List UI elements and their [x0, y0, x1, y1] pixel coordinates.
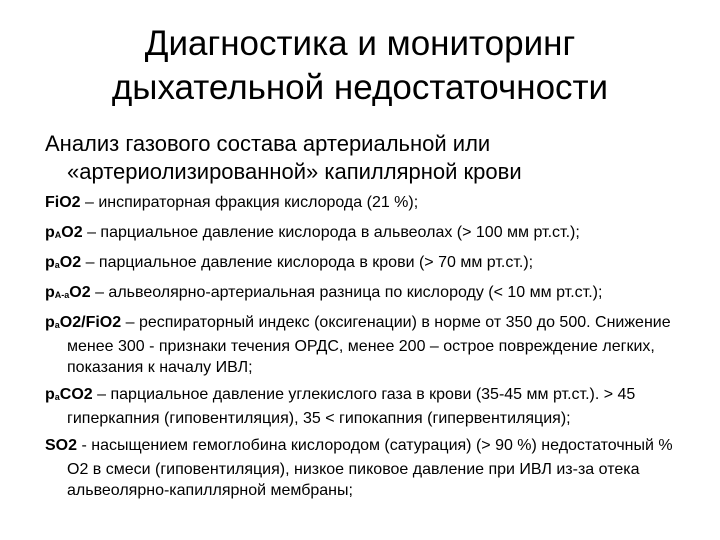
term-label: $p_aO2/FiO2$: [45, 314, 122, 331]
term-description: – респираторный индекс (оксигенации) в норме от 350 до 500. Снижение менее 300 - признаки течения ОРДС, менее 200 – острое повреждение легких, показания к началу ИВЛ;: [67, 314, 671, 376]
list-item-pao2-alveolar: [45, 222, 695, 246]
term-label: $p_aO2$: [45, 254, 82, 271]
term-label: $p_aCO2$: [45, 386, 93, 403]
list-item-pao2-arterial: [45, 252, 695, 276]
term-description: – парциальное давление кислорода в альвеолах (> 100 мм рт.ст.);: [82, 224, 580, 241]
list-item-pao2-fio2: [45, 312, 695, 378]
term-label: $p_AO2$: [45, 224, 83, 241]
term-label: FiO2: [45, 194, 81, 211]
intro-line-1: Анализ газового состава артериальной или: [45, 131, 491, 156]
list-item-so2: [45, 435, 695, 501]
term-description: – альвеолярно-артериальная разница по кислороду (< 10 мм рт.ст.);: [90, 284, 603, 301]
list-item-fio2: [45, 192, 695, 216]
term-description: - насыщением гемоглобина кислородом (сатурация) (> 90 %) недостаточный % О2 в смеси (гиповентиляция), низкое пиковое давление при ИВЛ из-за отека альвеолярно-капиллярной мембраны;: [67, 437, 673, 499]
slide-title-line-1: Диагностика и мониторинг: [144, 24, 576, 63]
term-description: – парциальное давление углекислого газа в крови (35-45 мм рт.ст.). > 45 гиперкапния (гиповентиляция), 35 < гипокапния (гипервентиляция);: [67, 386, 636, 427]
list-item-a-a-gradient: [45, 282, 695, 306]
list-item-paco2: [45, 384, 695, 429]
term-description: – парциальное давление кислорода в крови (> 70 мм рт.ст.);: [81, 254, 534, 271]
intro-paragraph: [45, 130, 695, 186]
term-label: SO2: [45, 437, 78, 454]
term-label: $p_{A-a}O2$: [45, 284, 91, 301]
intro-line-2: «артериолизированной» капиллярной крови: [67, 159, 522, 184]
term-description: – инспираторная фракция кислорода (21 %);: [80, 194, 419, 211]
parameter-list: [45, 192, 695, 507]
slide-title: [0, 22, 720, 110]
slide-title-line-2: дыхательной недостаточности: [111, 68, 609, 107]
